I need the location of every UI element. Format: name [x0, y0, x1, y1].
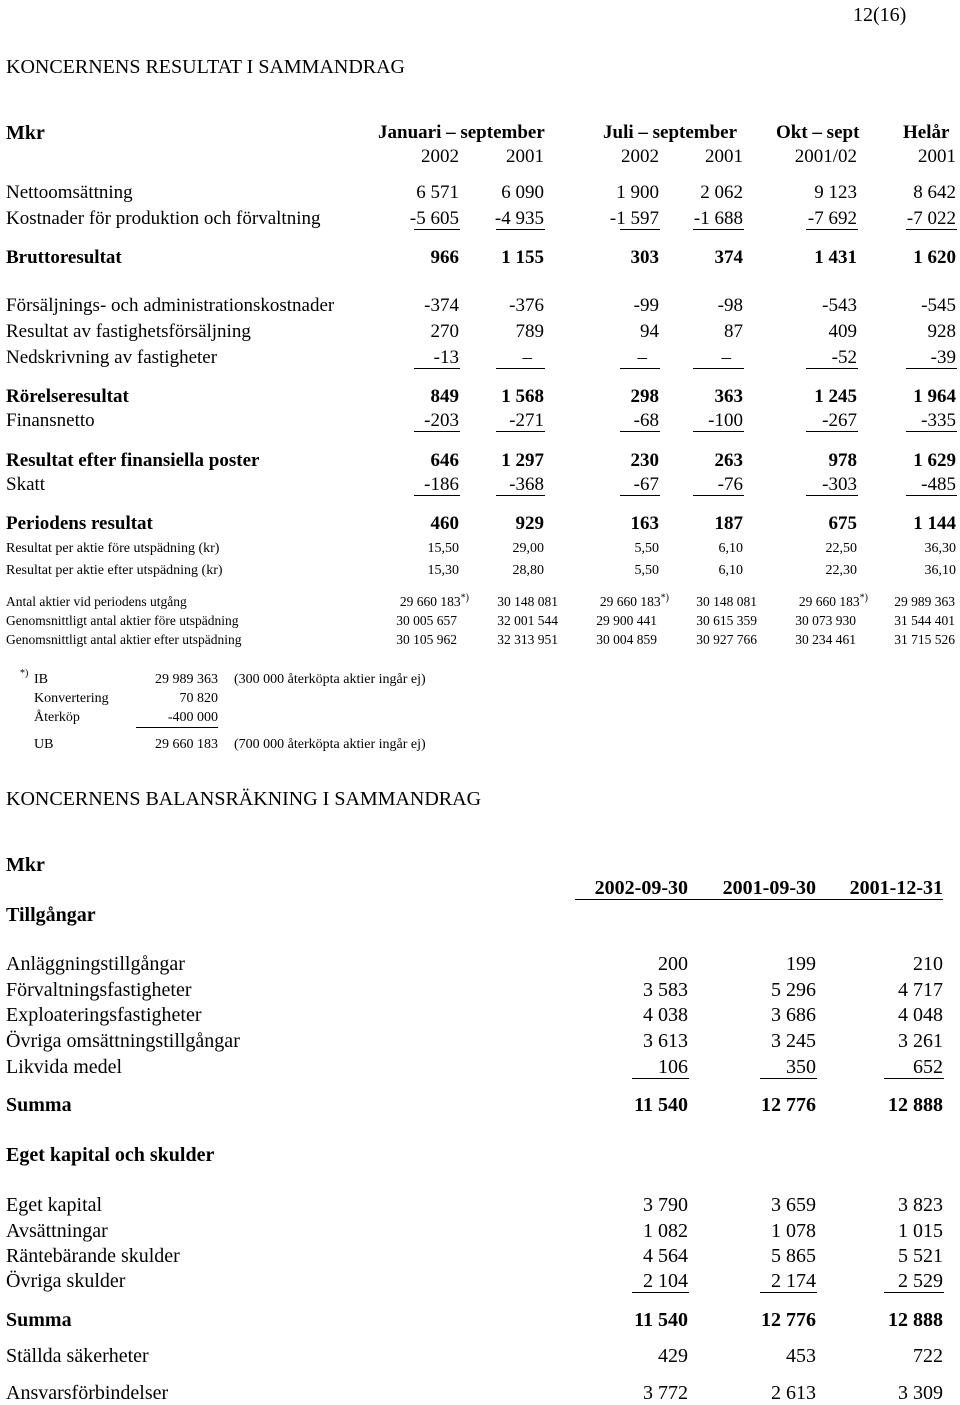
year-header: 2001/02	[794, 146, 857, 167]
balance-underline	[632, 1078, 689, 1079]
share-row-value: 30 927 766	[696, 632, 757, 647]
income-row-label: Finansnetto	[6, 410, 95, 431]
income-row-label: Resultat efter finansiella poster	[6, 450, 260, 471]
period-header-okt-sept: Okt – sept	[776, 122, 860, 143]
eps-row-value: 5,50	[634, 563, 659, 578]
income-row-value: -545	[921, 295, 956, 316]
asset-row-value: 200	[658, 953, 688, 975]
income-row-label: Skatt	[6, 474, 46, 495]
subtotal-underline	[806, 368, 858, 369]
assets-total-label: Summa	[6, 1094, 72, 1116]
asset-row-value: 3 245	[771, 1030, 816, 1052]
income-row-value: 2 062	[700, 182, 743, 203]
share-row-value: 32 313 951	[497, 632, 558, 647]
footnote-mark: *)	[20, 668, 29, 679]
income-row-value: -543	[822, 295, 857, 316]
income-row-value: -67	[633, 474, 659, 495]
income-row-value: 409	[828, 321, 857, 342]
share-row-value: 30 105 962	[396, 632, 457, 647]
footnote-label: Konvertering	[34, 691, 109, 706]
share-row-value: 30 615 359	[696, 613, 757, 628]
share-row-label: Antal aktier vid periodens utgång	[6, 594, 187, 609]
subtotal-underline	[496, 431, 545, 432]
liability-row-value: 1 082	[643, 1220, 688, 1242]
income-row-value: 789	[515, 321, 544, 342]
income-row-value: 270	[430, 321, 459, 342]
subtotal-underline	[906, 229, 957, 230]
subtotal-underline	[414, 431, 460, 432]
liability-row-value: 1 015	[898, 1220, 943, 1242]
income-row-value: 1 900	[616, 182, 659, 203]
income-row-value: –	[522, 347, 532, 368]
balance-underline	[760, 1078, 817, 1079]
share-row-value: 30 148 081	[497, 594, 558, 609]
asset-row-value: 3 583	[643, 979, 688, 1001]
assets-total-value: 11 540	[634, 1094, 688, 1116]
share-row-value: 30 073 930	[795, 613, 856, 628]
year-header: 2001	[918, 146, 956, 167]
subtotal-underline	[414, 229, 460, 230]
income-row-value: 1 964	[913, 386, 956, 407]
income-row-value: -7 022	[906, 208, 956, 229]
income-row-value: 8 642	[913, 182, 956, 203]
income-row-value: -39	[930, 347, 956, 368]
asset-row-value: 350	[786, 1056, 816, 1078]
period-header-jan-sep: Januari – september	[378, 122, 545, 143]
liability-row-value: 3 659	[771, 1194, 816, 1216]
income-row-value: -271	[509, 410, 544, 431]
footnote-underline	[136, 727, 218, 728]
date-header-underline	[575, 899, 943, 900]
balance-unit-label: Mkr	[6, 854, 45, 876]
asset-row-label: Övriga omsättningstillgångar	[6, 1030, 240, 1052]
subtotal-underline	[693, 368, 744, 369]
income-row-value: 187	[714, 513, 743, 534]
eps-row-value: 29,00	[512, 541, 544, 556]
assets-total-value: 12 776	[761, 1094, 816, 1116]
income-row-label: Periodens resultat	[6, 513, 153, 534]
income-row-value: 87	[724, 321, 743, 342]
liability-row-value: 3 790	[643, 1194, 688, 1216]
share-row-value: 30 004 859	[596, 632, 657, 647]
subtotal-underline	[496, 229, 545, 230]
income-row-value: -1 597	[609, 208, 659, 229]
subtotal-underline	[906, 368, 957, 369]
subtotal-underline	[496, 368, 545, 369]
balance-underline	[760, 1292, 817, 1293]
income-row-value: -13	[433, 347, 459, 368]
contingent-row-label: Ansvarsförbindelser	[6, 1382, 169, 1404]
share-row-value: 30 005 657	[396, 613, 457, 628]
income-row-value: -7 692	[807, 208, 857, 229]
liability-row-value: 3 823	[898, 1194, 943, 1216]
income-row-value: 6 090	[501, 182, 544, 203]
subtotal-underline	[414, 495, 460, 496]
income-row-value: –	[637, 347, 647, 368]
subtotal-underline	[620, 431, 660, 432]
income-row-value: 6 571	[416, 182, 459, 203]
asset-row-value: 4 048	[898, 1004, 943, 1026]
share-row-value: 29 989 363	[894, 594, 955, 609]
share-row-label: Genomsnittligt antal aktier före utspädning	[6, 613, 239, 628]
share-row-value: 31 715 526	[894, 632, 955, 647]
pledged-row-value: 722	[913, 1345, 943, 1367]
footnote-value: -400 000	[167, 710, 218, 725]
assets-heading: Tillgångar	[6, 904, 96, 926]
year-header: 2001	[506, 146, 544, 167]
income-row-value: -4 935	[494, 208, 544, 229]
income-row-value: 1 144	[913, 513, 956, 534]
footnote-label: UB	[34, 737, 54, 752]
income-row-value: 928	[927, 321, 956, 342]
income-row-value: -203	[424, 410, 459, 431]
eps-row-label: Resultat per aktie efter utspädning (kr)	[6, 563, 223, 578]
liability-row-value: 1 078	[771, 1220, 816, 1242]
income-row-value: -76	[717, 474, 743, 495]
asset-row-label: Anläggningstillgångar	[6, 953, 185, 975]
subtotal-underline	[620, 368, 660, 369]
income-row-value: -335	[921, 410, 956, 431]
income-row-value: 849	[430, 386, 459, 407]
asset-row-label: Förvaltningsfastigheter	[6, 979, 192, 1001]
period-header-jul-sep: Juli – september	[603, 122, 738, 143]
income-unit-label: Mkr	[6, 122, 45, 144]
income-row-value: 1 620	[913, 247, 956, 268]
eps-row-value: 5,50	[634, 541, 659, 556]
subtotal-underline	[806, 229, 858, 230]
subtotal-underline	[693, 431, 744, 432]
pledged-row-value: 453	[786, 1345, 816, 1367]
pledged-row-value: 429	[658, 1345, 688, 1367]
liability-row-label: Avsättningar	[6, 1220, 108, 1242]
income-row-value: 1 629	[913, 450, 956, 471]
income-row-value: -368	[509, 474, 544, 495]
liability-row-value: 5 521	[898, 1245, 943, 1267]
income-row-value: 263	[714, 450, 743, 471]
asset-row-value: 652	[913, 1056, 943, 1078]
asset-row-value: 3 261	[898, 1030, 943, 1052]
liability-row-label: Räntebärande skulder	[6, 1245, 180, 1267]
subtotal-underline	[620, 229, 660, 230]
asset-row-label: Likvida medel	[6, 1056, 123, 1078]
income-row-value: -52	[831, 347, 857, 368]
subtotal-underline	[906, 495, 957, 496]
income-row-value: 298	[630, 386, 659, 407]
balance-underline	[884, 1292, 944, 1293]
eps-row-value: 15,50	[427, 541, 459, 556]
income-row-value: 230	[630, 450, 659, 471]
income-row-value: -1 688	[693, 208, 743, 229]
eps-row-value: 22,30	[825, 563, 857, 578]
contingent-row-value: 3 772	[643, 1382, 688, 1404]
contingent-row-value: 2 613	[771, 1382, 816, 1404]
income-row-value: -68	[633, 410, 659, 431]
eps-row-value: 15,30	[427, 563, 459, 578]
income-row-value: 163	[630, 513, 659, 534]
eps-row-label: Resultat per aktie före utspädning (kr)	[6, 541, 220, 556]
income-row-value: -186	[424, 474, 459, 495]
liabilities-total-value: 11 540	[634, 1309, 688, 1331]
share-row-value: 29 660 183*)	[399, 592, 469, 609]
footnote-note: (300 000 återköpta aktier ingår ej)	[234, 672, 426, 687]
asset-row-value: 199	[786, 953, 816, 975]
subtotal-underline	[414, 368, 460, 369]
asset-row-value: 3 686	[771, 1004, 816, 1026]
income-row-value: 9 123	[814, 182, 857, 203]
footnote-marker: *)	[460, 592, 469, 604]
year-header: 2001	[705, 146, 743, 167]
subtotal-underline	[906, 431, 957, 432]
liability-row-value: 2 174	[771, 1270, 816, 1292]
footnote-marker: *)	[660, 592, 669, 604]
income-row-label: Rörelseresultat	[6, 386, 129, 407]
income-row-value: –	[721, 347, 731, 368]
liabilities-total-label: Summa	[6, 1309, 72, 1331]
income-row-value: 675	[828, 513, 857, 534]
income-row-label: Nettoomsättning	[6, 182, 133, 203]
share-row-value: 29 660 183*)	[798, 592, 868, 609]
income-row-value: 929	[515, 513, 544, 534]
asset-row-value: 4 038	[643, 1004, 688, 1026]
income-row-value: -485	[921, 474, 956, 495]
footnote-value: 29 660 183	[155, 737, 218, 752]
year-header: 2002	[621, 146, 659, 167]
income-row-value: -267	[822, 410, 857, 431]
year-header: 2002	[421, 146, 459, 167]
period-header-helar: Helår	[903, 122, 950, 143]
income-row-value: 978	[828, 450, 857, 471]
share-row-value: 29 900 441	[596, 613, 657, 628]
income-row-value: -303	[822, 474, 857, 495]
eps-row-value: 6,10	[718, 541, 743, 556]
contingent-row-value: 3 309	[898, 1382, 943, 1404]
subtotal-underline	[620, 495, 660, 496]
asset-row-value: 3 613	[643, 1030, 688, 1052]
income-row-label: Kostnader för produktion och förvaltning	[6, 208, 321, 229]
income-row-label: Resultat av fastighetsförsäljning	[6, 321, 251, 342]
income-row-value: -100	[708, 410, 743, 431]
page-number: 12(16)	[853, 4, 907, 26]
income-row-value: -99	[633, 295, 659, 316]
liabilities-total-value: 12 776	[761, 1309, 816, 1331]
liability-row-value: 5 865	[771, 1245, 816, 1267]
income-row-value: 1 245	[814, 386, 857, 407]
income-row-value: 374	[714, 247, 743, 268]
balance-date-header: 2001-09-30	[722, 877, 816, 899]
asset-row-value: 5 296	[771, 979, 816, 1001]
share-row-value: 32 001 544	[497, 613, 558, 628]
asset-row-value: 4 717	[898, 979, 943, 1001]
eps-row-value: 28,80	[512, 563, 544, 578]
liability-row-label: Eget kapital	[6, 1194, 103, 1216]
eps-row-value: 22,50	[825, 541, 857, 556]
income-row-value: 646	[430, 450, 459, 471]
share-row-label: Genomsnittligt antal aktier efter utspädning	[6, 632, 242, 647]
balance-date-header: 2002-09-30	[594, 877, 688, 899]
eps-row-value: 6,10	[718, 563, 743, 578]
subtotal-underline	[693, 495, 744, 496]
eps-row-value: 36,10	[924, 563, 956, 578]
liability-row-value: 4 564	[643, 1245, 688, 1267]
balance-title: KONCERNENS BALANSRÄKNING I SAMMANDRAG	[6, 788, 482, 810]
subtotal-underline	[806, 431, 858, 432]
income-row-label: Försäljnings- och administrationskostnader	[6, 295, 335, 316]
income-row-value: 1 297	[501, 450, 544, 471]
liabilities-heading: Eget kapital och skulder	[6, 1144, 215, 1166]
footnote-value: 29 989 363	[155, 672, 218, 687]
balance-underline	[632, 1292, 689, 1293]
income-row-value: 1 155	[501, 247, 544, 268]
income-row-value: 303	[630, 247, 659, 268]
footnote-value: 70 820	[179, 691, 218, 706]
income-row-value: -374	[424, 295, 459, 316]
income-title: KONCERNENS RESULTAT I SAMMANDRAG	[6, 56, 406, 78]
subtotal-underline	[693, 229, 744, 230]
share-row-value: 29 660 183*)	[599, 592, 669, 609]
share-row-value: 30 148 081	[696, 594, 757, 609]
asset-row-value: 210	[913, 953, 943, 975]
assets-total-value: 12 888	[888, 1094, 943, 1116]
footnote-note: (700 000 återköpta aktier ingår ej)	[234, 737, 426, 752]
income-row-value: 363	[714, 386, 743, 407]
subtotal-underline	[806, 495, 858, 496]
share-row-value: 30 234 461	[795, 632, 856, 647]
balance-date-header: 2001-12-31	[849, 877, 943, 899]
liabilities-total-value: 12 888	[888, 1309, 943, 1331]
balance-underline	[884, 1078, 944, 1079]
income-row-value: -376	[509, 295, 544, 316]
liability-row-value: 2 529	[898, 1270, 943, 1292]
income-row-value: 460	[430, 513, 459, 534]
pledged-row-label: Ställda säkerheter	[6, 1345, 149, 1367]
subtotal-underline	[496, 495, 545, 496]
income-row-value: 966	[430, 247, 459, 268]
footnote-label: IB	[34, 672, 48, 687]
income-row-value: -5 605	[409, 208, 459, 229]
liability-row-label: Övriga skulder	[6, 1270, 126, 1292]
footnote-label: Återköp	[34, 710, 80, 725]
income-row-label: Nedskrivning av fastigheter	[6, 347, 218, 368]
income-row-value: 1 568	[501, 386, 544, 407]
asset-row-label: Exploateringsfastigheter	[6, 1004, 202, 1026]
income-row-value: 94	[640, 321, 659, 342]
income-row-value: 1 431	[814, 247, 857, 268]
eps-row-value: 36,30	[924, 541, 956, 556]
share-row-value: 31 544 401	[894, 613, 955, 628]
income-row-value: -98	[717, 295, 743, 316]
liability-row-value: 2 104	[643, 1270, 688, 1292]
asset-row-value: 106	[658, 1056, 688, 1078]
footnote-marker: *)	[859, 592, 868, 604]
income-row-label: Bruttoresultat	[6, 247, 122, 268]
